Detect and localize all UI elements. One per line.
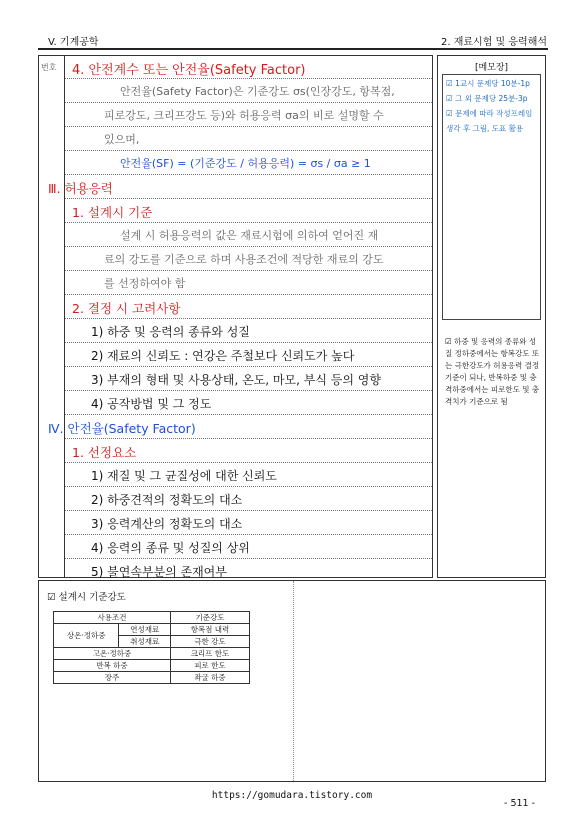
memo-item: ☑ 문제에 따라 작성프레임 [446, 109, 533, 118]
section-4-paragraph-line-2: 피로강도, 크리프강도 등)와 허용응력 σa의 비로 설명할 수 [104, 109, 384, 122]
row-line [65, 486, 432, 487]
table-cell: 취성재료 [119, 636, 171, 648]
memo-item: ☑ 그 외 문제당 25분-3p [446, 94, 528, 103]
row-line [65, 462, 432, 463]
memo-item: ☑ 1교시 문제당 10분-1p [446, 79, 530, 88]
section-4-paragraph-line-1: 안전율(Safety Factor)은 기준강도 σs(인장강도, 항복점, [120, 85, 395, 98]
row-line [65, 198, 432, 199]
row-line [65, 318, 432, 319]
table-header-condition: 사용조건 [54, 612, 171, 624]
table-cell: 장주 [54, 672, 171, 684]
row-line [65, 534, 432, 535]
section-IV-number: Ⅳ. [48, 421, 64, 436]
section-III-1-paragraph-line-1: 설계 시 허용응력의 값은 재료시험에 의하여 얻어진 재 [120, 229, 379, 242]
number-column [39, 56, 65, 577]
section-III-heading [48, 179, 113, 197]
selection-factor-item: 3) 응력계산의 정확도의 대소 [91, 517, 243, 531]
table-row [54, 672, 250, 684]
table-cell: 극한 강도 [171, 636, 250, 648]
footer-url[interactable]: https://gomudara.tistory.com [211, 790, 373, 801]
table-cell: 연성재료 [119, 624, 171, 636]
row-line [65, 390, 432, 391]
main-content-box [38, 55, 433, 578]
row-line [65, 150, 432, 151]
memo-note: ☑ 하중 및 응력의 종류와 성질 정하중에서는 항복강도 또는 극한강도가 허용응력 결정기준이 되나, 반복하중 및 충격하중에서는 피로한도 및 충격치가 기준으로 됨 [445, 337, 540, 406]
section-4-title: 안전계수 또는 안전율(Safety Factor) [88, 63, 306, 78]
selection-factor-item: 4) 응력의 종류 및 성질의 상위 [91, 541, 250, 555]
selection-factor-item: 2) 하중견적의 정확도의 대소 [91, 493, 243, 507]
section-III-2-number: 2. [72, 301, 84, 316]
section-IV-heading [48, 419, 196, 437]
table-cell: 크리프 한도 [171, 648, 250, 660]
memo-title: [메모장] [474, 63, 509, 73]
table-cell: 상온·정하중 [54, 624, 119, 648]
consideration-item: 4) 공작방법 및 그 정도 [91, 397, 212, 411]
design-strength-table [53, 611, 250, 684]
row-line [65, 414, 432, 415]
table-header-strength: 기준강도 [171, 612, 250, 624]
memo-item: 생각 후 그림, 도표 활용 [446, 124, 524, 133]
section-III-1-title: 설계시 기준 [87, 205, 153, 220]
lower-box [38, 580, 546, 782]
safety-factor-formula: 안전율(SF) = (기준강도 / 허용응력) = σs / σa ≥ 1 [120, 157, 371, 170]
section-IV-title: 안전율(Safety Factor) [67, 421, 196, 436]
selection-factor-item: 5) 불연속부분의 존재여부 [91, 565, 227, 579]
section-III-1-paragraph-line-2: 료의 강도를 기준으로 하며 사용조건에 적당한 재료의 강도 [104, 253, 384, 266]
page-number: - 511 - [504, 798, 536, 809]
design-strength-title: ☑ 설계시 기준강도 [47, 592, 126, 603]
section-III-1-number: 1. [72, 205, 84, 220]
row-line [65, 438, 432, 439]
section-4-heading [72, 59, 306, 78]
table-cell: 좌굴 하중 [171, 672, 250, 684]
table-row [54, 648, 250, 660]
section-IV-1-heading [72, 443, 136, 461]
section-4-number: 4. [72, 63, 85, 78]
consideration-item: 2) 재료의 신뢰도 : 연강은 주철보다 신뢰도가 높다 [91, 349, 355, 363]
row-line [65, 558, 432, 559]
header-rule [38, 48, 548, 50]
row-line [65, 174, 432, 175]
table-cell: 반복 하중 [54, 660, 171, 672]
row-line [65, 126, 432, 127]
table-cell: 고온·정하중 [54, 648, 171, 660]
number-column-label: 번호 [41, 63, 57, 72]
row-line [65, 270, 432, 271]
consideration-item: 3) 부재의 형태 및 사용상태, 온도, 마모, 부식 등의 영향 [91, 373, 381, 387]
table-row [54, 624, 250, 636]
table-row [54, 660, 250, 672]
header-chapter: V. 기계공학 [48, 37, 99, 48]
memo-panel [437, 55, 546, 578]
lower-divider [293, 581, 294, 781]
memo-box [442, 74, 541, 320]
section-IV-1-title: 선정요소 [87, 445, 137, 460]
selection-factor-item: 1) 재질 및 그 균질성에 대한 신뢰도 [91, 469, 277, 483]
section-4-paragraph-line-3: 있으며, [104, 133, 140, 146]
table-cell: 항복점 내력 [171, 624, 250, 636]
table-cell: 피로 한도 [171, 660, 250, 672]
row-line [65, 78, 432, 79]
row-line [65, 102, 432, 103]
section-III-title: 허용응력 [64, 181, 113, 196]
header-section: 2. 재료시험 및 응력해석 [441, 37, 548, 48]
row-line [65, 294, 432, 295]
section-III-1-paragraph-line-3: 를 선정하여야 함 [104, 277, 186, 290]
row-line [65, 510, 432, 511]
row-line [65, 222, 432, 223]
section-III-2-heading [72, 299, 180, 317]
table-row [54, 612, 250, 624]
row-line [65, 246, 432, 247]
section-III-1-heading [72, 203, 152, 221]
row-line [65, 342, 432, 343]
section-IV-1-number: 1. [72, 445, 84, 460]
section-III-number: Ⅲ. [48, 181, 61, 196]
consideration-item: 1) 하중 및 응력의 종류와 성질 [91, 325, 250, 339]
section-III-2-title: 결정 시 고려사항 [87, 301, 181, 316]
row-line [65, 366, 432, 367]
